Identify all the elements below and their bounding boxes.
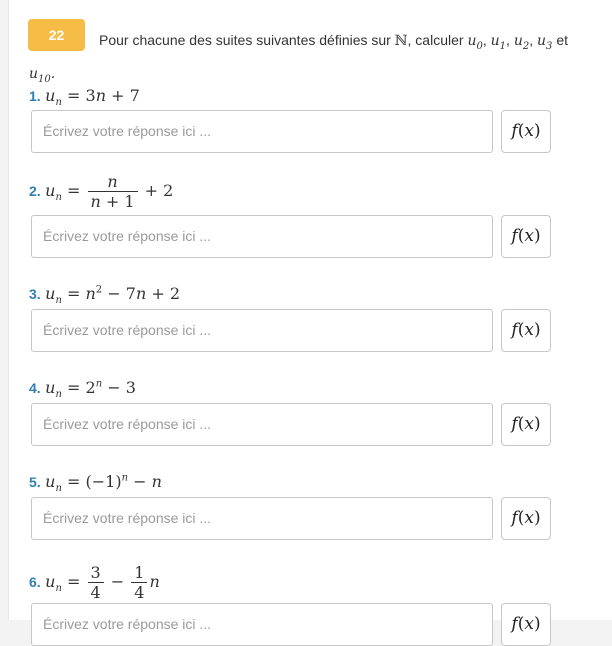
formula-button-1[interactable]: f(x) [501, 110, 551, 153]
formula-button-2[interactable]: f(x) [501, 215, 551, 258]
question-number: 4. [29, 380, 41, 396]
question-number: 3. [29, 286, 41, 302]
term-u10: $u_{10}$. [29, 66, 56, 85]
instruction-mid: , calculer [407, 32, 464, 48]
instruction-suffix: et [556, 32, 568, 48]
question-2-label [29, 172, 173, 211]
question-6-label [29, 563, 160, 602]
question-4-formula: $u_n = 2^n - 3$ [45, 378, 136, 401]
question-number: 6. [29, 574, 41, 590]
answer-input-6[interactable]: Écrivez votre réponse ici ... [31, 603, 493, 646]
question-6-formula: $u_n$ = $\frac{3}{4}$ − $\frac{1}{4}$ n [45, 563, 160, 602]
question-5-formula: $u_n = (-1)^n - n$ [45, 472, 162, 495]
answer-input-3[interactable]: Écrivez votre réponse ici ... [31, 309, 493, 352]
naturals-symbol: ℕ [394, 33, 408, 49]
formula-button-3[interactable]: f(x) [501, 309, 551, 352]
answer-input-4[interactable]: Écrivez votre réponse ici ... [31, 403, 493, 446]
instruction-prefix: Pour chacune des suites suivantes définies sur [99, 32, 391, 48]
term-u3: $u_3$ [537, 33, 553, 52]
question-5-label [29, 472, 162, 494]
question-3-label [29, 284, 180, 306]
question-1-label [29, 86, 140, 108]
question-1-formula: $u_n = 3n + 7$ [45, 86, 140, 109]
question-number: 5. [29, 474, 41, 490]
answer-input-1[interactable]: Écrivez votre réponse ici ... [31, 110, 493, 153]
formula-button-5[interactable]: f(x) [501, 497, 551, 540]
term-u0: $u_0$ [467, 33, 483, 52]
formula-button-6[interactable]: f(x) [501, 603, 551, 646]
formula-button-4[interactable]: f(x) [501, 403, 551, 446]
question-number: 2. [29, 183, 41, 199]
term-u2: $u_2$ [513, 33, 530, 52]
exercise-instruction: Pour chacune des suites suivantes définies sur ℕ, calculer $u_0$, $u_1$, $u_2$, $u_3$ et [99, 32, 568, 52]
question-4-label [29, 378, 136, 400]
answer-input-2[interactable]: Écrivez votre réponse ici ... [31, 215, 493, 258]
answer-input-5[interactable]: Écrivez votre réponse ici ... [31, 497, 493, 540]
question-3-formula: $u_n = n^2 - 7n + 2$ [45, 284, 180, 307]
question-2-formula: $u_n$ = $\frac{n}{n + 1}$ + 2 [45, 172, 174, 211]
exercise-number-badge: 22 [28, 19, 85, 51]
question-number: 1. [29, 88, 41, 104]
term-u1: $u_1$ [490, 33, 507, 52]
